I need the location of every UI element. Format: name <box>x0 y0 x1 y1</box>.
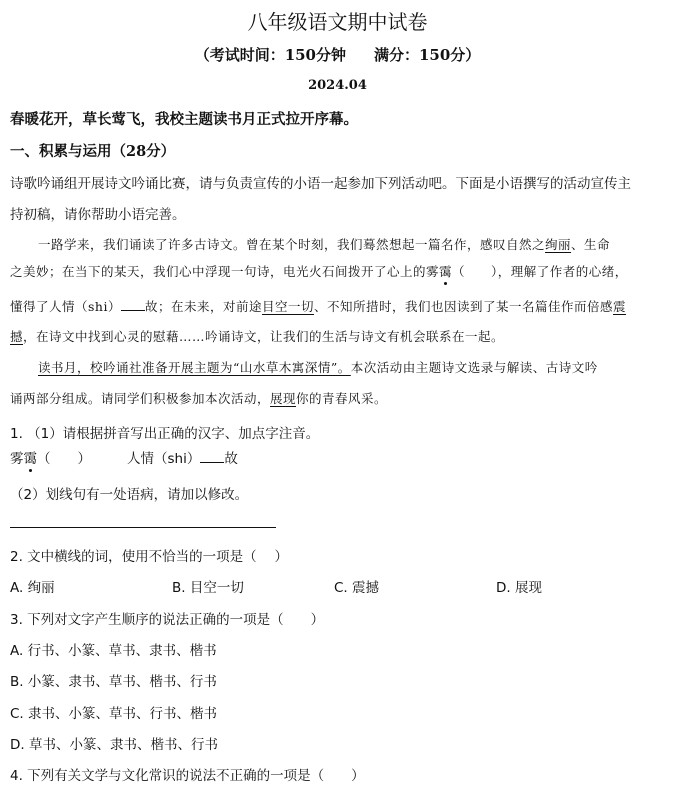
passage-line-1: 一路学来，我们诵读了许多古诗文。曾在某个时刻，我们蓦然想起一篇名作，感叹自然之绚丽、生命 <box>38 237 611 252</box>
q3-option-d: D. 草书、小篆、隶书、楷书、行书 <box>10 737 218 753</box>
dotted-char-ai: 霭 <box>439 264 453 279</box>
passage-line-3: 懂得了人情（shi） 故；在未来，对前途目空一切、不知所措时，我们也因读到了某一名篇佳作而倍感震 <box>10 299 627 314</box>
q2-option-b: B. 目空一切 <box>172 580 244 596</box>
q3-stem: 3. 下列对文字产生顺序的说法正确的一项是（ ） <box>10 612 325 628</box>
passage-line-2: 之美妙；在当下的某天，我们心中浮现一句诗，电光火石间拨开了心上的雾霭（ ），理解了作者的心绪， <box>10 264 628 279</box>
q1-part2: （2）划线句有一处语病，请加以修改。 <box>10 487 249 503</box>
q1-fill-blank <box>200 450 224 463</box>
underlined-word-mukong: 目空一切 <box>261 299 314 314</box>
underlined-word-xuanli: 绚丽 <box>545 237 572 252</box>
q3-option-c: C. 隶书、小篆、草书、行书、楷书 <box>10 706 218 722</box>
q2-stem: 2. 文中横线的词，使用不恰当的一项是（ ） <box>10 549 288 565</box>
exam-date: 2024.04 <box>308 78 367 93</box>
q2-option-c: C. 震撼 <box>334 580 380 596</box>
underlined-sick-sentence: 读书月，校吟诵社准备开展主题为“山水草木寓深情”。 <box>38 360 351 375</box>
q2-option-a: A. 绚丽 <box>10 580 55 596</box>
passage-line-4: 撼，在诗文中找到心灵的慰藉……吟诵诗文，让我们的生活与诗文有机会联系在一起。 <box>10 329 505 344</box>
section1-title: 一、积累与运用（28分） <box>10 143 176 160</box>
q3-option-a: A. 行书、小篆、草书、隶书、楷书 <box>10 643 217 659</box>
q2-option-d: D. 展现 <box>496 580 542 596</box>
exam-info <box>0 44 675 65</box>
fill-blank <box>121 298 145 311</box>
exam-title: 八年级语文期中试卷 <box>247 10 428 34</box>
intro-text: 春暖花开，草长莺飞，我校主题读书月正式拉开序幕。 <box>10 111 358 128</box>
exam-score: 满分：150分） <box>374 46 481 64</box>
passage-line-6: 诵两部分组成。请同学们积极参加本次活动，展现你的青春风采。 <box>10 391 388 406</box>
underlined-word-zhen: 震 <box>613 299 627 314</box>
underlined-word-zhanxian: 展现 <box>270 391 297 406</box>
q1-dotted-char: 霭 <box>24 447 38 467</box>
answer-line <box>10 527 276 528</box>
q4-stem: 4. 下列有关文学与文化常识的说法不正确的一项是（ ） <box>10 768 365 784</box>
q3-option-b: B. 小篆、隶书、草书、楷书、行书 <box>10 674 217 690</box>
passage-line-5: 读书月，校吟诵社准备开展主题为“山水草木寓深情”。本次活动由主题诗文选录与解读、古诗文吟 <box>38 360 598 375</box>
task-line-1: 诗歌吟诵组开展诗文吟诵比赛，请与负责宣传的小语一起参加下列活动吧。下面是小语撰写的活动宣传主 <box>10 176 631 192</box>
q1-words: 雾霭（ ） 人情（shi） 故 <box>10 447 665 467</box>
underlined-word-han: 撼 <box>10 329 24 344</box>
exam-time: （考试时间：150分钟 <box>194 46 346 64</box>
q1-stem: 1. （1）请根据拼音写出正确的汉字、加点字注音。 <box>10 426 320 442</box>
task-line-2: 持初稿，请你帮助小语完善。 <box>10 207 186 223</box>
